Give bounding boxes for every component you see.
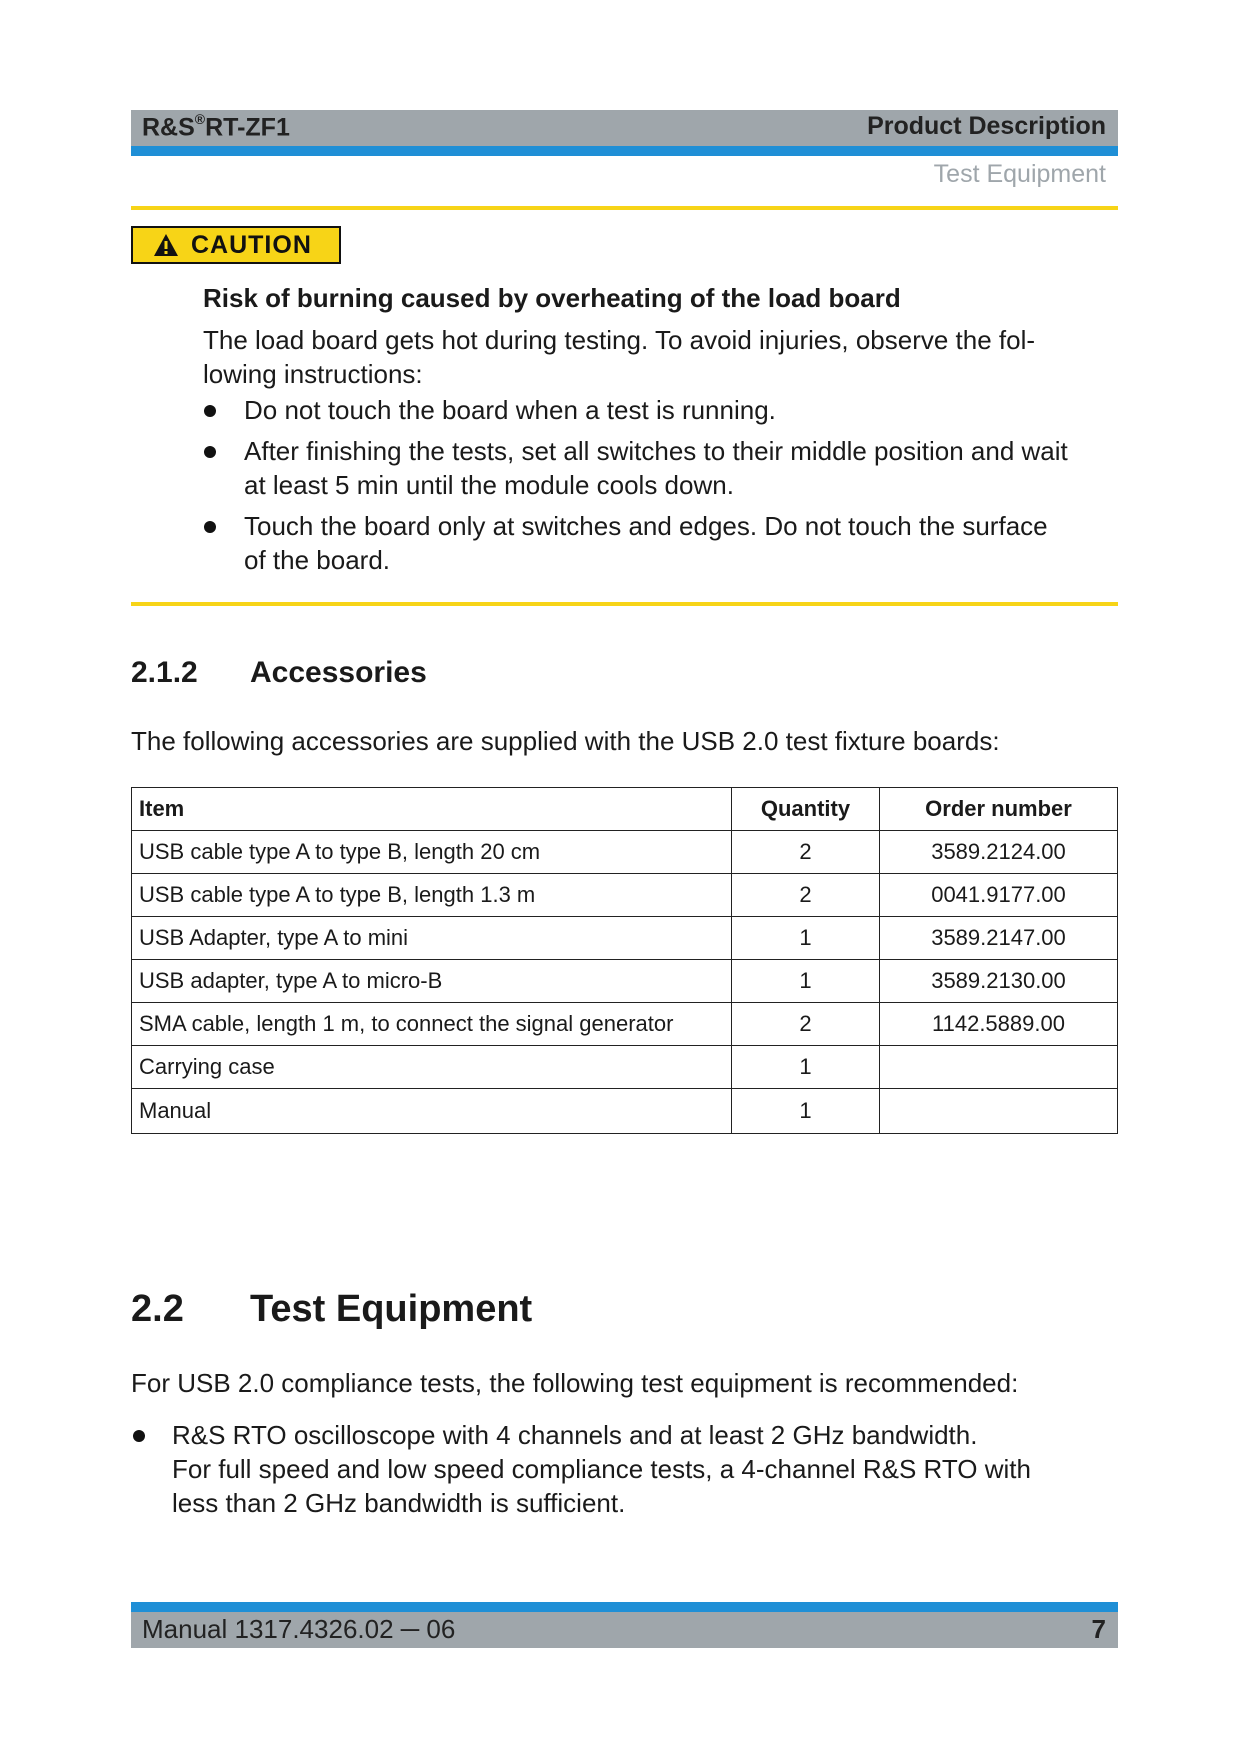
quantity-cell: 2 xyxy=(732,874,880,917)
test-equipment-intro: For USB 2.0 compliance tests, the following test equipment is recommended: xyxy=(131,1368,1019,1398)
table-row xyxy=(132,917,1118,960)
table-row xyxy=(132,874,1118,917)
order-number-cell xyxy=(880,1046,1118,1089)
warning-triangle-icon xyxy=(153,233,179,257)
quantity-cell: 1 xyxy=(732,960,880,1003)
order-number-cell xyxy=(880,1089,1118,1134)
order-number-cell: 3589.2147.00 xyxy=(880,917,1118,960)
quantity-cell: 2 xyxy=(732,1003,880,1046)
item-cell: USB cable type A to type B, length 1.3 m xyxy=(132,874,732,917)
table-header-row xyxy=(132,788,1118,831)
item-cell: USB cable type A to type B, length 20 cm xyxy=(132,831,732,874)
column-header-quantity: Quantity xyxy=(732,788,880,831)
quantity-cell: 2 xyxy=(732,831,880,874)
item-cell: Carrying case xyxy=(132,1046,732,1089)
accessories-intro: The following accessories are supplied with the USB 2.0 test fixture boards: xyxy=(131,726,1000,756)
footer-accent-line xyxy=(131,1602,1118,1612)
header-section-title: Product Description xyxy=(867,112,1106,140)
caution-label: CAUTION xyxy=(191,230,312,259)
section-title: Accessories xyxy=(250,656,427,689)
caution-badge xyxy=(131,226,341,264)
section-number: 2.1.2 xyxy=(131,656,198,689)
item-cell: USB adapter, type A to micro-B xyxy=(132,960,732,1003)
caution-bullet-3: Touch the board only at switches and edges. Do not touch the surface of the board. xyxy=(244,511,1048,575)
column-header-item: Item xyxy=(132,788,732,831)
table-row xyxy=(132,1046,1118,1089)
caution-bullet-1: Do not touch the board when a test is running. xyxy=(244,395,776,425)
column-header-order-number: Order number xyxy=(880,788,1118,831)
chapter-title: Test Equipment xyxy=(250,1288,533,1330)
caution-bullet-2: After finishing the tests, set all switches to their middle position and wait at least 5 min until the module cools down. xyxy=(244,436,1068,500)
bullet-dot xyxy=(204,521,216,533)
chapter-number: 2.2 xyxy=(131,1288,184,1330)
bullet-dot xyxy=(133,1430,145,1442)
table-row xyxy=(132,1089,1118,1134)
table-row xyxy=(132,960,1118,1003)
quantity-cell: 1 xyxy=(732,1046,880,1089)
quantity-cell: 1 xyxy=(732,917,880,960)
manual-number: Manual 1317.4326.02 ─ 06 xyxy=(142,1614,456,1644)
caution-top-rule xyxy=(131,206,1118,210)
accessories-table xyxy=(131,787,1118,1134)
order-number-cell: 0041.9177.00 xyxy=(880,874,1118,917)
caution-text: The load board gets hot during testing. To avoid injuries, observe the fol- lowing instructions: xyxy=(203,325,1036,389)
caution-bottom-rule xyxy=(131,602,1118,606)
order-number-cell: 1142.5889.00 xyxy=(880,1003,1118,1046)
table-row xyxy=(132,1003,1118,1046)
bullet-dot xyxy=(204,446,216,458)
order-number-cell: 3589.2124.00 xyxy=(880,831,1118,874)
header-accent-line xyxy=(131,146,1118,156)
table-row xyxy=(132,831,1118,874)
item-cell: Manual xyxy=(132,1089,732,1134)
header-subsection-title: Test Equipment xyxy=(933,160,1106,188)
page-number: 7 xyxy=(1091,1614,1106,1644)
item-cell: USB Adapter, type A to mini xyxy=(132,917,732,960)
bullet-dot xyxy=(204,405,216,417)
order-number-cell: 3589.2130.00 xyxy=(880,960,1118,1003)
caution-title: Risk of burning caused by overheating of the load board xyxy=(203,283,901,313)
quantity-cell: 1 xyxy=(732,1089,880,1134)
test-equipment-bullet: R&S RTO oscilloscope with 4 channels and at least 2 GHz bandwidth. For full speed and low speed compliance tests, a 4-channel R&S RTO with less than 2 GHz bandwidth is sufficient. xyxy=(172,1420,1031,1518)
product-name: R&S®RT-ZF1 xyxy=(142,111,290,142)
item-cell: SMA cable, length 1 m, to connect the signal generator xyxy=(132,1003,732,1046)
